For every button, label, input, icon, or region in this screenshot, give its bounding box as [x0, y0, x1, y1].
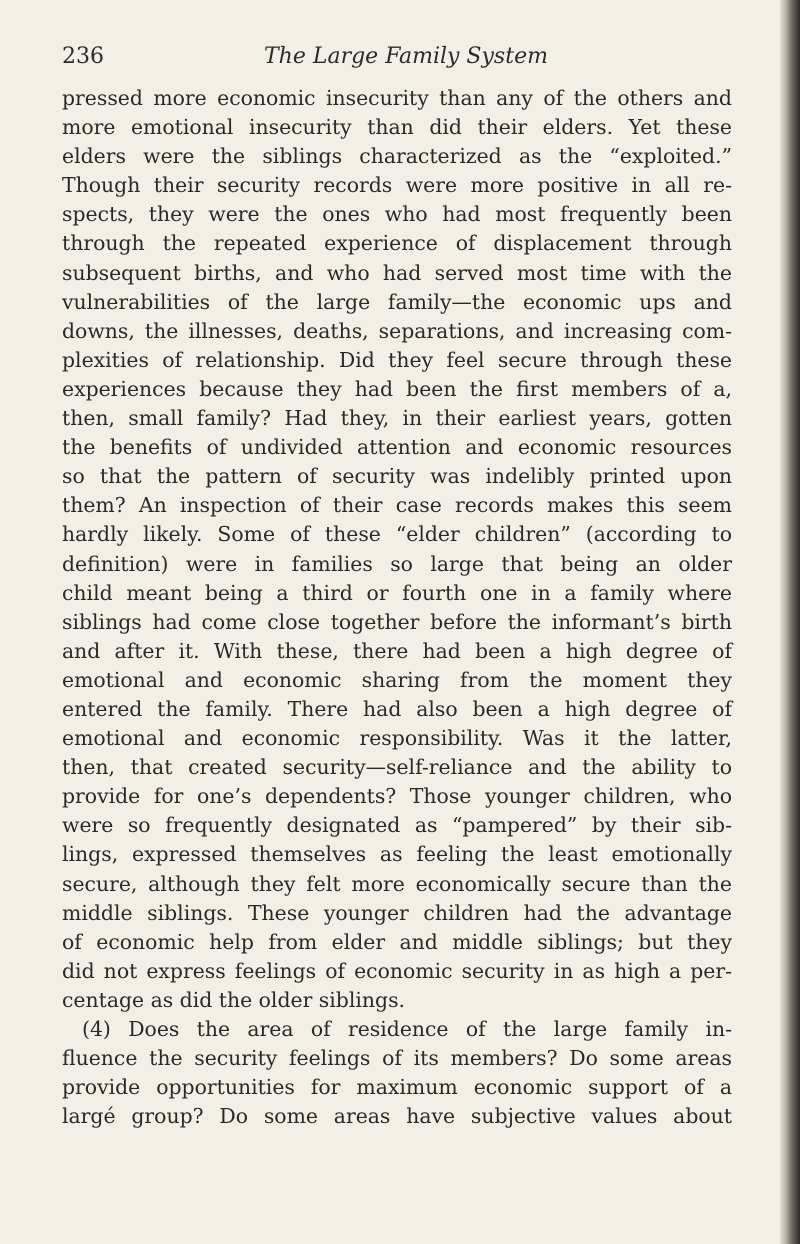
text-line: elders were the siblings characterized as the “exploited.” [62, 144, 732, 169]
text-line: pressed more economic insecurity than any of the others and [62, 86, 732, 110]
text-line: the benefits of undivided attention and economic resources [62, 435, 732, 460]
text-line: so that the pattern of security was indelibly printed upon [62, 464, 732, 489]
text-line: definition) were in families so large that being an older [62, 551, 732, 576]
text-line: provide opportunities for maximum economic support of a [62, 1075, 732, 1100]
text-line: fluence the security feelings of its members? Do some areas [62, 1046, 732, 1071]
page-number: 236 [62, 44, 104, 69]
text-line: secure, although they felt more economically secure than the [62, 871, 732, 896]
text-line: through the repeated experience of displacement through [62, 231, 732, 256]
text-line: plexities of relationship. Did they feel secure through these [62, 347, 732, 372]
text-line: more emotional insecurity than did their elders. Yet these [62, 115, 732, 140]
text-line: emotional and economic sharing from the moment they [62, 667, 732, 692]
text-line: Though their security records were more positive in all re- [62, 173, 732, 198]
binding-edge [780, 0, 800, 1244]
text-line: entered the family. There had also been a high degree of [62, 696, 732, 721]
text-line: hardly likely. Some of these “elder children” (according to [62, 522, 732, 547]
text-line: then, that created security—self-reliance and the ability to [62, 755, 732, 780]
text-line: of economic help from elder and middle siblings; but they [62, 929, 732, 954]
text-line: were so frequently designated as “pampered” by their sib- [62, 813, 732, 838]
text-line: vulnerabilities of the large family—the economic ups and [62, 289, 732, 314]
text-line: downs, the illnesses, deaths, separations, and increasing com- [62, 318, 732, 343]
text-line: middle siblings. These younger children had the advantage [62, 900, 732, 925]
text-line: lings, expressed themselves as feeling the least emotionally [62, 842, 732, 867]
text-line: them? An inspection of their case records makes this seem [62, 493, 732, 518]
running-head [62, 40, 722, 80]
text-line: subsequent births, and who had served most time with the [62, 260, 732, 285]
text-line: then, small family? Had they, in their earliest years, gotten [62, 406, 732, 431]
text-line: largé group? Do some areas have subjective values about [62, 1104, 732, 1129]
text-line: (4) Does the area of residence of the large family in- [82, 1017, 732, 1041]
text-line: and after it. With these, there had been a high degree of [62, 638, 732, 663]
text-line: siblings had come close together before the informant’s birth [62, 609, 732, 634]
text-line: spects, they were the ones who had most frequently been [62, 202, 732, 227]
text-line: child meant being a third or fourth one in a family where [62, 580, 732, 605]
text-line: provide for one’s dependents? Those younger children, who [62, 784, 732, 809]
text-line: did not express feelings of economic security in as high a per- [62, 958, 732, 983]
text-line: experiences because they had been the first members of a, [62, 376, 732, 401]
text-line: emotional and economic responsibility. Was it the latter, [62, 726, 732, 751]
running-title: The Large Family System [264, 44, 548, 69]
text-line: centage as did the older siblings. [62, 987, 406, 1012]
body-text [62, 84, 732, 1131]
